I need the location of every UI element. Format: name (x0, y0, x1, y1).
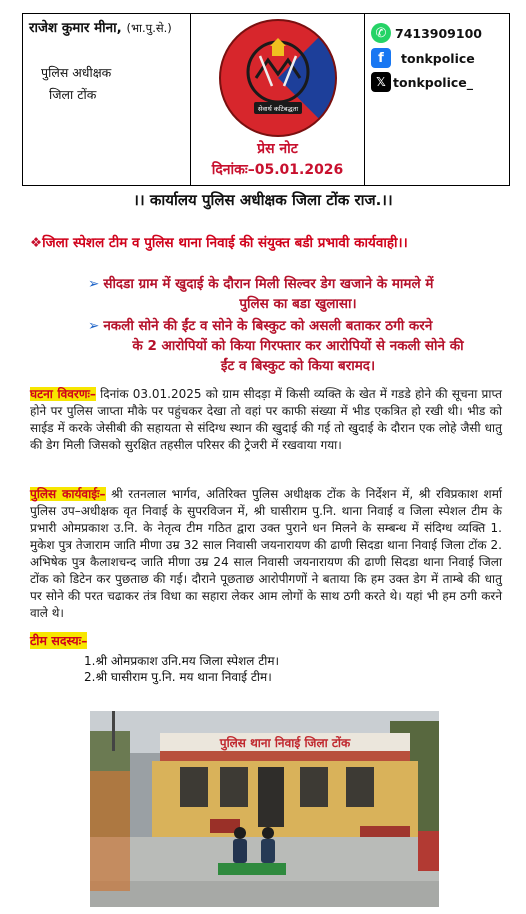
bullet-item (88, 316, 508, 376)
police-station-photo (90, 711, 439, 907)
incident-label: घटना विवरणः– (30, 387, 96, 401)
arrow-icon: ➢ (88, 276, 100, 292)
officer-title: पुलिस अधीक्षक (41, 65, 112, 80)
officer-name (29, 18, 172, 36)
x-icon: 𝕏 (371, 72, 391, 92)
press-note-date: दिनांकः–05.01.2026 (211, 162, 344, 178)
press-note-header (22, 13, 510, 186)
bullet-item (88, 274, 508, 314)
bullet-line: के 2 आरोपियों को किया गिरफ्तार कर आरोपियों से नकली सोने की (132, 338, 464, 354)
bullet-line: ईंट व बिस्कुट को किया बरामद। (220, 358, 376, 374)
officer-service: (भा.पु.से.) (126, 21, 172, 35)
arrow-icon: ➢ (88, 318, 100, 334)
whatsapp-contact[interactable] (371, 23, 482, 43)
facebook-icon: f (371, 48, 391, 68)
bullet-line: नकली सोने की ईंट व सोने के बिस्कुट को असली बताकर ठगी करने (103, 318, 433, 334)
headline (30, 233, 500, 251)
facebook-handle: tonkpolice (401, 50, 475, 66)
headline-text: जिला स्पेशल टीम व पुलिस थाना निवाई की संयुक्त बडी प्रभावी कार्यवाही।। (42, 235, 408, 251)
officer-name-text: राजेश कुमार मीना, (29, 20, 122, 36)
x-contact[interactable] (371, 72, 473, 92)
emblem-block (191, 14, 365, 185)
office-heading: ।। कार्यालय पुलिस अधीक्षक जिला टोंक राज.।। (133, 191, 393, 209)
station-sign: पुलिस थाना निवाई जिला टोंक (219, 736, 351, 750)
officer-block (23, 14, 191, 185)
x-handle: tonkpolice_ (393, 74, 474, 90)
whatsapp-number: 7413909100 (395, 25, 482, 41)
contact-block (365, 14, 509, 185)
rajasthan-police-emblem-icon (216, 16, 340, 140)
action-label: पुलिस कार्यवाईः– (30, 487, 106, 501)
team-member: 2.श्री घासीराम पु.नि. मय थाना निवाई टीम। (84, 670, 272, 684)
facebook-contact[interactable] (371, 48, 475, 68)
emblem-motto: सेवार्थ कटिबद्धता (257, 105, 299, 113)
action-paragraph (30, 486, 502, 622)
incident-paragraph (30, 386, 502, 454)
whatsapp-icon: ✆ (371, 23, 391, 43)
press-note-title: प्रेस नोट (257, 141, 298, 157)
bullet-line: पुलिस का बडा खुलासा। (239, 296, 357, 312)
incident-text: दिनांक 03.01.2025 को ग्राम सीदड़ा में किसी व्यक्ति के खेत में गडडे होने की सूचना प्राप्त होने पर पुलिस जाप्ता मौके पर पहुंचकर देखा तो वहां पर काफी संख्या में भीड एकत्रित हो रखी थी। भीड को साईड में करके जेसीबी की सहायता से संदिग्ध स्थान की खुदाई की गई तो खुदाई के दौरान एक लोहे जैसी धातु की डेग मिली जिसको सुरक्षित तहसील परिसर की ट्रेजरी में रखवाया गया। (30, 387, 502, 452)
team-heading: टीम सदस्यः– (30, 633, 88, 648)
action-text: श्री रतनलाल भार्गव, अतिरिक्त पुलिस अधीक्षक टोंक के निर्देशन में, श्री रविप्रकाश शर्मा पुलिस उप–अधीक्षक वृत निवाई के सुपरविजन में, श्री घासीराम पु.नि. थाना निवाई व जिला स्पेशल टीम के प्रभारी ओमप्रकाश उ.नि. के नेतृत्व टीम गठित द्वारा उक्त पुराने धन मिलने के सम्बन्ध में संदिग्ध व्यक्ति 1. मुकेश पुत्र तेजाराम जाति मीणा उम्र 32 साल निवासी जयनारायण की ढाणी सिदडा थाना निवाई जिला टोंक 2. अभिषेक पुत्र कैलाशचन्द जाति मीणा उम्र 24 साल निवासी जयनारायण की ढाणी सिदडा थाना निवाई जिला टोंक को डिटेन कर पुछताछ की गई। दौराने पूछताछ आरोपीगणों ने बताया कि हम उक्त डेग में ताम्बे की धातु पर सोने की परत चढाकर तंत्र विधा का सहारा लेकर आम लोगों के साथ ठगी करते थे। यहां भी हम ठगी करने वाले थे। (30, 487, 502, 620)
bullet-line: सीदडा ग्राम में खुदाई के दौरान मिली सिल्वर डेग खजाने के मामले में (103, 276, 434, 292)
team-member: 1.श्री ओमप्रकाश उनि.मय जिला स्पेशल टीम। (84, 654, 280, 668)
diamond-icon: ❖ (30, 235, 43, 251)
officer-district: जिला टोंक (49, 87, 97, 102)
